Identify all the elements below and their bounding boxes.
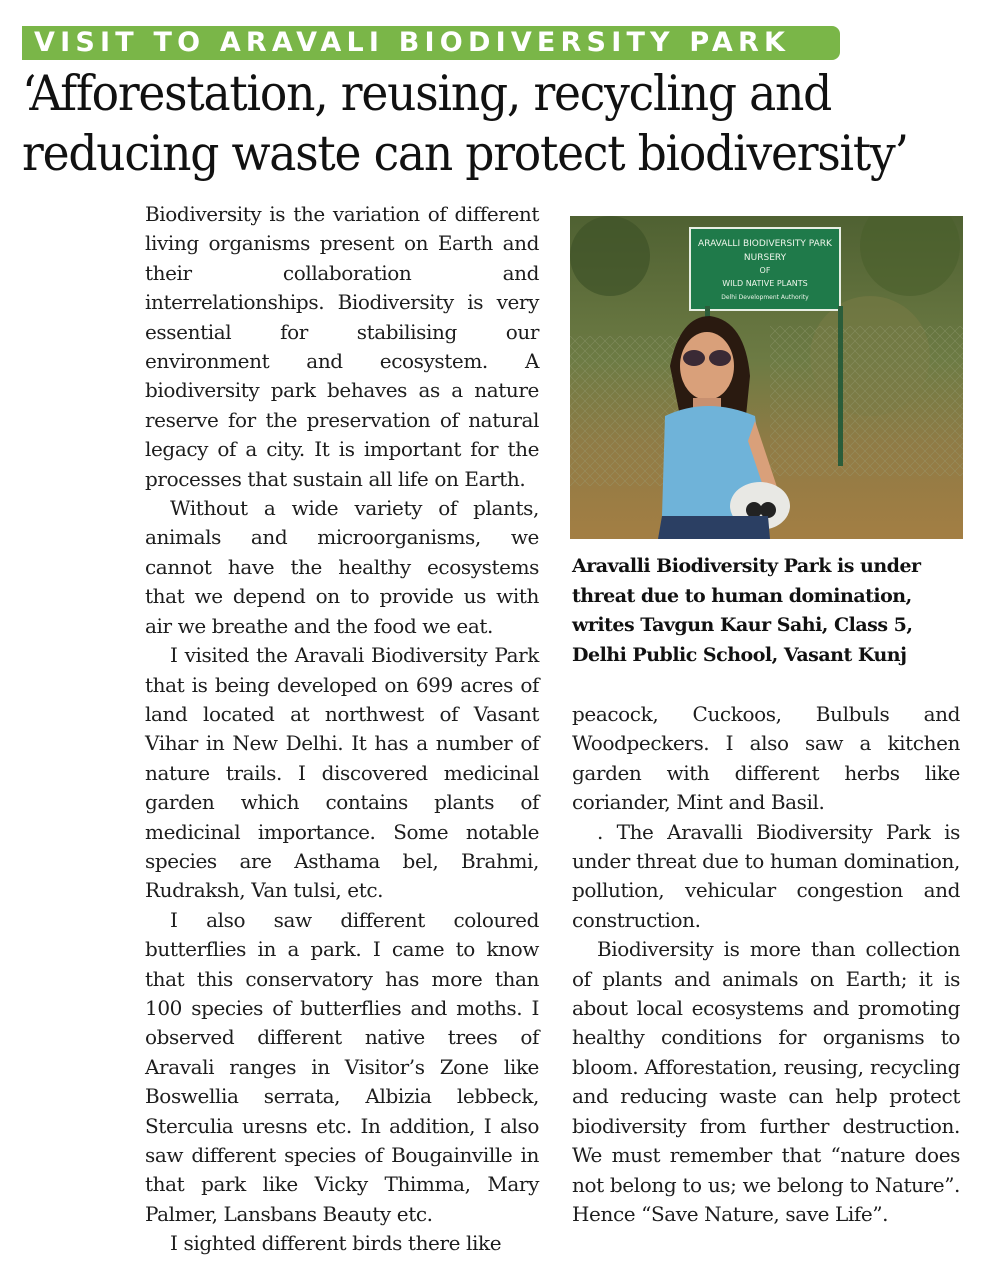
sign-text: WILD NATIVE PLANTS xyxy=(722,279,808,288)
paragraph: Biodiversity is the variation of different living organisms present on Earth and their collaboration and interrelationships. Biodiversity is very essential for stabilising our environment and ecosystem. A biodiversity park behaves as a nature reserve for the preservation of natural legacy of a city. It is important for the processes that sustain all life on Earth. xyxy=(145,202,539,491)
sign-text: OF xyxy=(759,266,771,275)
caption-line: writes Tavgun Kaur Sahi, Class 5, xyxy=(572,614,913,636)
left-column xyxy=(145,200,539,1259)
photo-caption xyxy=(572,552,962,670)
caption-line: Delhi Public School, Vasant Kunj xyxy=(572,643,907,666)
paragraph: I visited the Aravali Biodiversity Park that is being developed on 699 acres of land located at northwest of Vasant Vihar in New Delhi. It has a number of nature trails. I discovered medicinal garden which contains plants of medicinal importance. Some notable species are Asthama bel, Brahmi, Rudraksh, Van tulsi, etc. xyxy=(145,643,539,903)
paragraph: Without a wide variety of plants, animals and microorganisms, we cannot have the healthy ecosystems that we depend on to provide us with air we breathe and the food we eat. xyxy=(145,496,539,638)
caption-line: Aravalli Biodiversity Park is under xyxy=(572,555,921,577)
paragraph: peacock, Cuckoos, Bulbuls and Woodpeckers. I also saw a kitchen garden with different herbs like coriander, Mint and Basil. xyxy=(572,702,960,815)
sign-text: Delhi Development Authority xyxy=(721,294,809,301)
right-column xyxy=(572,700,960,1229)
headline xyxy=(22,64,906,184)
sign-text: NURSERY xyxy=(743,253,787,263)
headline-line-2: reducing waste can protect biodiversity’ xyxy=(22,125,908,182)
paragraph: Biodiversity is more than collection of plants and animals on Earth; it is about local ecosystems and promoting healthy conditions for organisms to bloom. Afforestation, reusing, recycling and reducing waste can help protect biodiversity from further destruction. We must remember that “nature does not belong to us; we belong to Nature”. Hence “Save Nature, save Life”. xyxy=(572,937,960,1226)
photo-illustration xyxy=(570,216,963,539)
caption-line: threat due to human domination, xyxy=(572,584,912,607)
paragraph: . The Aravalli Biodiversity Park is under threat due to human domination, pollution, vehicular congestion and construction. xyxy=(572,819,960,932)
paragraph: I sighted different birds there like xyxy=(170,1231,502,1256)
article-photo xyxy=(570,216,963,539)
section-kicker: VISIT TO ARAVALI BIODIVERSITY PARK xyxy=(22,26,840,60)
headline-line-1: ‘Afforestation, reusing, recycling and xyxy=(22,65,832,122)
paragraph: I also saw different coloured butterflies in a park. I came to know that this conservatory has more than 100 species of butterflies and moths. I observed different native trees of Aravali ranges in Visitor’s Zone like Boswellia serrata, Albizia lebbeck, Sterculia uresns etc. In addition, I also saw different species of Bougainville in that park like Vicky Thimma, Mary Palmer, Lansbans Beauty etc. xyxy=(145,907,539,1226)
sign-text: ARAVALLI BIODIVERSITY PARK xyxy=(698,239,832,249)
